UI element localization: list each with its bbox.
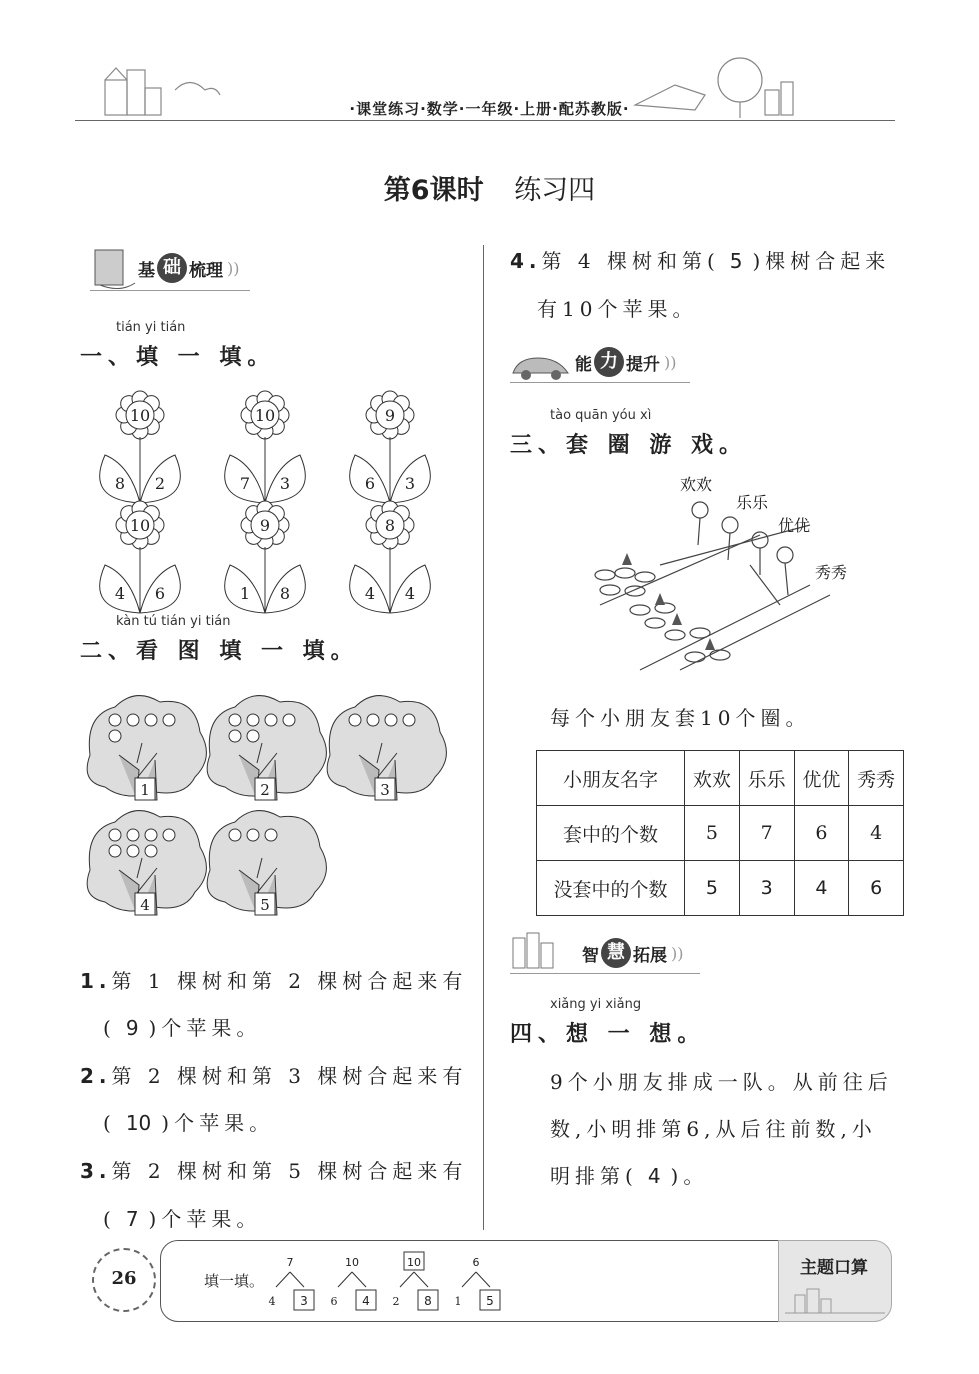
- banner-wisdom: 智 慧 拓展 )): [582, 938, 683, 968]
- number-split: [269, 1256, 315, 1310]
- table-answer-cell[interactable]: 5: [685, 861, 740, 916]
- apple: [109, 714, 121, 726]
- table-header-cell: 小朋友名字: [537, 751, 685, 806]
- tree-number: 5: [260, 896, 270, 914]
- name-lele: 乐乐: [736, 493, 769, 512]
- flower-right-number: 4: [404, 584, 416, 603]
- flower-left-number: 4: [364, 584, 376, 603]
- apple-tree: [207, 811, 326, 915]
- table-row: [537, 751, 904, 806]
- split-branch-right: [414, 1272, 428, 1287]
- split-branch-left: [400, 1272, 414, 1287]
- apple: [247, 730, 259, 742]
- flowers-grid: [90, 385, 470, 603]
- header-rule: [75, 120, 895, 121]
- section2-pinyin: kàn tú tián yi tián: [116, 614, 231, 629]
- banner-wisdom-post: 拓展: [633, 945, 667, 966]
- table-row-label: 套中的个数: [537, 806, 685, 861]
- apple-tree: [87, 811, 206, 915]
- q3-open: (: [103, 1207, 116, 1231]
- section3-heading: 三、套 圈 游 戏。: [510, 433, 747, 458]
- split-right-number: 8: [424, 1294, 432, 1308]
- flower: [100, 501, 181, 613]
- apple: [145, 714, 157, 726]
- question-3: [80, 1155, 467, 1184]
- flower-top-number: 9: [259, 516, 271, 535]
- q1-number: 1.: [80, 969, 112, 993]
- section4-heading: 四、想 一 想。: [510, 1022, 706, 1047]
- ring-toss-illustration: [580, 465, 850, 680]
- section4-line3b: )。: [670, 1164, 709, 1188]
- q1-post: )个苹果。: [148, 1016, 262, 1040]
- table-cell: 5: [685, 806, 740, 861]
- footer-label: 填一填。: [204, 1272, 265, 1290]
- apple: [349, 714, 361, 726]
- flower-left-number: 4: [114, 584, 126, 603]
- flower-top-number: 8: [384, 516, 396, 535]
- apple: [385, 714, 397, 726]
- apple: [127, 845, 139, 857]
- table-answer-cell[interactable]: 6: [849, 861, 904, 916]
- number-split: [331, 1256, 377, 1310]
- apple: [163, 714, 175, 726]
- section4-answer[interactable]: 4: [647, 1164, 661, 1188]
- banner-basic-pre: 基: [138, 260, 155, 281]
- q4-text-b: )棵树合起来: [752, 249, 891, 273]
- number-split: [393, 1252, 439, 1310]
- apple: [109, 730, 121, 742]
- question-2: [80, 1060, 467, 1089]
- table-header-cell: 欢欢: [685, 751, 740, 806]
- split-left-number: 6: [330, 1295, 338, 1308]
- books-icon: [508, 928, 578, 973]
- question-4: [510, 245, 890, 274]
- flower-right-number: 6: [154, 584, 166, 603]
- section3-pinyin: tào quān yóu xì: [550, 408, 652, 423]
- apple: [109, 829, 121, 841]
- flower-right-number: 2: [154, 474, 166, 493]
- apple: [283, 714, 295, 726]
- footer-tag: 主题口算: [800, 1258, 868, 1278]
- apple: [265, 829, 277, 841]
- banner-ability: 能 力 提升 )): [575, 347, 676, 377]
- section4-line2: 数,小明排第6,从后往前数,小: [550, 1117, 877, 1141]
- q2-text: 第 2 棵树和第 3 棵树合起来有: [111, 1064, 468, 1088]
- split-top-number: 7: [286, 1256, 294, 1269]
- section1-pinyin: tián yi tián: [116, 320, 186, 335]
- flower-top-number: 10: [129, 516, 151, 535]
- split-branch-right: [290, 1272, 304, 1287]
- q2-open: (: [103, 1111, 116, 1135]
- flower-left-number: 8: [114, 474, 126, 493]
- apple: [229, 829, 241, 841]
- split-top-number: 10: [407, 1256, 421, 1269]
- split-branch-left: [462, 1272, 476, 1287]
- tree-number: 1: [140, 781, 150, 799]
- question-1: [80, 965, 467, 994]
- q1-text: 第 1 棵树和第 2 棵树合起来有: [111, 969, 468, 993]
- flower-right-number: 3: [404, 474, 416, 493]
- q3-text: 第 2 棵树和第 5 棵树合起来有: [111, 1159, 468, 1183]
- book-icon: [90, 245, 140, 295]
- split-top-number: 6: [472, 1256, 480, 1269]
- table-row: [537, 806, 904, 861]
- split-top-number: 10: [345, 1256, 359, 1269]
- apple: [127, 714, 139, 726]
- section3-note: 每个小朋友套10个圈。: [550, 706, 811, 730]
- table-header-cell: 乐乐: [739, 751, 794, 806]
- apple: [403, 714, 415, 726]
- flower-top-number: 10: [254, 406, 276, 425]
- split-right-number: 4: [362, 1294, 370, 1308]
- section1-heading: 一、填 一 填。: [80, 345, 276, 370]
- apple-trees: [85, 690, 470, 925]
- city-skyline-icon: [785, 1285, 885, 1315]
- section2-heading: 二、看 图 填 一 填。: [80, 639, 359, 664]
- banner-basic-rule: [90, 290, 250, 291]
- apple: [229, 730, 241, 742]
- flower-right-number: 3: [279, 474, 291, 493]
- q4-answer[interactable]: 5: [729, 249, 743, 273]
- number-split: [455, 1256, 501, 1310]
- apple: [367, 714, 379, 726]
- apple: [247, 714, 259, 726]
- question-2-answer-line: [103, 1107, 274, 1136]
- banner-ability-pre: 能: [575, 354, 592, 375]
- apple: [229, 714, 241, 726]
- table-row-label: 没套中的个数: [537, 861, 685, 916]
- apple: [145, 845, 157, 857]
- apple: [145, 829, 157, 841]
- flower: [225, 501, 306, 613]
- banner-basic-post: 梳理: [189, 260, 223, 281]
- q1-open: (: [103, 1016, 116, 1040]
- section4-line3a: 明排第(: [550, 1164, 638, 1188]
- q1-answer[interactable]: 9: [125, 1016, 139, 1040]
- q2-answer[interactable]: 10: [125, 1111, 152, 1135]
- table-header-cell: 秀秀: [849, 751, 904, 806]
- section4-pinyin: xiǎng yi xiǎng: [550, 997, 642, 1012]
- tree-number: 3: [380, 781, 390, 799]
- flower: [350, 501, 431, 613]
- name-xiuxiu: 秀秀: [815, 563, 848, 582]
- flower: [100, 391, 181, 503]
- split-right-number: 5: [486, 1294, 494, 1308]
- flower-left-number: 1: [239, 584, 251, 603]
- header-series-text: ·课堂练习·数学·一年级·上册·配苏教版·: [349, 100, 630, 118]
- page-number: 26: [92, 1248, 156, 1312]
- ring-toss-table: [536, 750, 904, 916]
- banner-ability-post: 提升: [626, 354, 660, 375]
- table-cell: 7: [739, 806, 794, 861]
- q2-post: )个苹果。: [161, 1111, 275, 1135]
- flower-left-number: 7: [239, 474, 251, 493]
- table-header-cell: 优优: [794, 751, 849, 806]
- table-row: [537, 861, 904, 916]
- table-answer-cell[interactable]: 3: [739, 861, 794, 916]
- split-right-number: 3: [300, 1294, 308, 1308]
- q4-number: 4.: [510, 249, 542, 273]
- q3-number: 3.: [80, 1159, 112, 1183]
- banner-ability-mid: 力: [594, 347, 624, 377]
- split-left-number: 4: [268, 1295, 276, 1308]
- q4-text-c: 有10个苹果。: [537, 297, 698, 321]
- banner-wisdom-mid: 慧: [601, 938, 631, 968]
- flower: [350, 391, 431, 503]
- flower-left-number: 6: [364, 474, 376, 493]
- table-cell: 6: [794, 806, 849, 861]
- banner-wisdom-rule: [510, 973, 700, 974]
- name-youyou: 优优: [778, 516, 811, 535]
- question-3-answer-line: [103, 1203, 261, 1232]
- banner-basic: 基 础 梳理 )): [138, 253, 239, 283]
- table-cell: 4: [849, 806, 904, 861]
- split-branch-right: [352, 1272, 366, 1287]
- car-icon: [508, 345, 573, 385]
- apple: [247, 829, 259, 841]
- split-left-number: 2: [392, 1295, 400, 1308]
- lesson-number: 第6课时: [383, 175, 484, 206]
- table-answer-cell[interactable]: 4: [794, 861, 849, 916]
- split-branch-left: [338, 1272, 352, 1287]
- flower-right-number: 8: [279, 584, 291, 603]
- q3-post: )个苹果。: [148, 1207, 262, 1231]
- apple-tree: [87, 696, 206, 800]
- tree-number: 4: [140, 896, 150, 914]
- section4-line3: [550, 1160, 708, 1189]
- split-left-number: 1: [454, 1295, 462, 1308]
- banner-wisdom-pre: 智: [582, 945, 599, 966]
- number-splits: [265, 1252, 525, 1314]
- name-huanhuan: 欢欢: [680, 475, 713, 494]
- apple: [163, 829, 175, 841]
- apple: [265, 714, 277, 726]
- flower-top-number: 10: [129, 406, 151, 425]
- question-1-answer-line: [103, 1012, 261, 1041]
- page-title: [0, 168, 979, 207]
- split-branch-right: [476, 1272, 490, 1287]
- split-branch-left: [276, 1272, 290, 1287]
- apple: [109, 845, 121, 857]
- flower-top-number: 9: [384, 406, 396, 425]
- banner-basic-mid: 础: [157, 253, 187, 283]
- apple-tree: [327, 696, 446, 800]
- apple-tree: [207, 696, 326, 800]
- banner-ability-rule: [510, 382, 690, 383]
- section4-line1: 9个小朋友排成一队。从前往后: [550, 1070, 893, 1094]
- column-divider: [483, 245, 484, 1230]
- q4-text-a: 第 4 棵树和第(: [541, 249, 720, 273]
- flower: [225, 391, 306, 503]
- lesson-topic: 练习四: [514, 175, 596, 206]
- apple: [127, 829, 139, 841]
- tree-number: 2: [260, 781, 270, 799]
- q2-number: 2.: [80, 1064, 112, 1088]
- q3-answer[interactable]: 7: [125, 1207, 139, 1231]
